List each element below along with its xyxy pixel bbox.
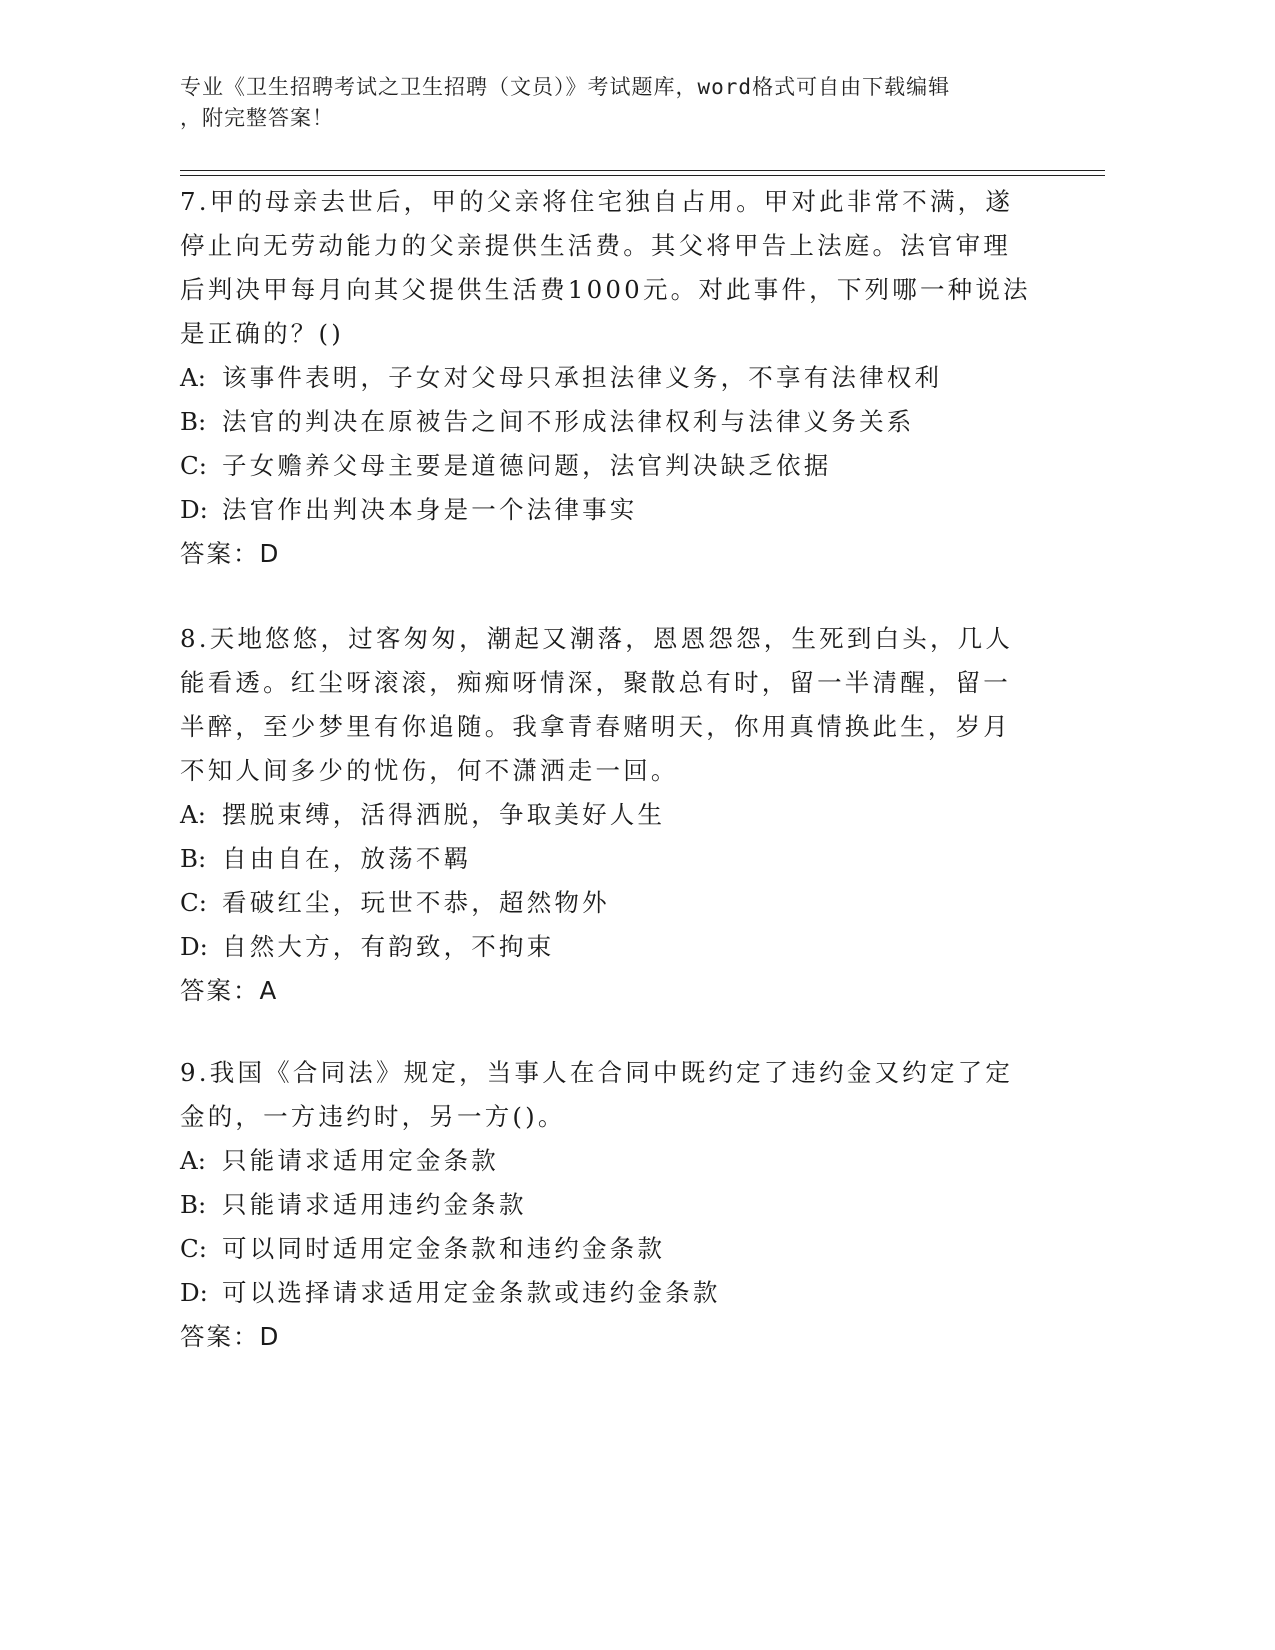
option-key: D: xyxy=(180,1278,208,1307)
question-stem-line: 后判决甲每月向其父提供生活费1000元。对此事件，下列哪一种说法 xyxy=(180,275,1031,304)
option-text: 自由自在，放荡不羁 xyxy=(222,844,472,873)
option-c xyxy=(180,1227,1060,1271)
option-text: 子女赡养父母主要是道德问题，法官判决缺乏依据 xyxy=(222,451,832,480)
option-key: B: xyxy=(180,844,207,873)
answer: 答案：D xyxy=(180,1322,281,1351)
question-stem-line: 8.天地悠悠，过客匆匆，潮起又潮落，恩恩怨怨，生死到白头，几人 xyxy=(180,624,1014,653)
option-key: C: xyxy=(180,1234,208,1263)
option-text: 该事件表明，子女对父母只承担法律义务，不享有法律权利 xyxy=(222,363,943,392)
option-key: D: xyxy=(180,495,208,524)
option-key: D: xyxy=(180,932,208,961)
question-stem-line: 是正确的？() xyxy=(180,319,345,348)
question-stem-line: 不知人间多少的忧伤，何不潇洒走一回。 xyxy=(180,756,679,785)
question-stem xyxy=(180,1051,1060,1139)
document-header xyxy=(180,72,1040,134)
question-8 xyxy=(180,617,1060,1013)
question-9 xyxy=(180,1051,1060,1359)
question-stem-line: 9.我国《合同法》规定，当事人在合同中既约定了违约金又约定了定 xyxy=(180,1058,1014,1087)
option-key: C: xyxy=(180,888,208,917)
option-text: 摆脱束缚，活得洒脱，争取美好人生 xyxy=(222,800,666,829)
option-key: A: xyxy=(180,363,206,392)
question-stem xyxy=(180,180,1060,356)
header-line-1: 专业《卫生招聘考试之卫生招聘（文员）》考试题库，word格式可自由下载编辑 xyxy=(180,75,951,99)
option-a xyxy=(180,356,1060,400)
question-stem-line: 能看透。红尘呀滚滚，痴痴呀情深，聚散总有时，留一半清醒，留一 xyxy=(180,668,1011,697)
option-d xyxy=(180,925,1060,969)
option-b xyxy=(180,1183,1060,1227)
option-text: 只能请求适用违约金条款 xyxy=(222,1190,527,1219)
option-key: B: xyxy=(180,407,207,436)
option-text: 法官作出判决本身是一个法律事实 xyxy=(222,495,638,524)
option-c xyxy=(180,881,1060,925)
header-divider-bottom xyxy=(180,175,1105,176)
header-divider-top xyxy=(180,170,1105,171)
option-d xyxy=(180,488,1060,532)
option-key: A: xyxy=(180,1146,206,1175)
question-stem-line: 停止向无劳动能力的父亲提供生活费。其父将甲告上法庭。法官审理 xyxy=(180,231,1011,260)
option-c xyxy=(180,444,1060,488)
answer: 答案：A xyxy=(180,976,279,1005)
option-text: 看破红尘，玩世不恭，超然物外 xyxy=(222,888,610,917)
question-stem-line: 金的，一方违约时，另一方()。 xyxy=(180,1102,566,1131)
option-text: 法官的判决在原被告之间不形成法律权利与法律义务关系 xyxy=(222,407,915,436)
header-line-2: ，附完整答案！ xyxy=(180,106,334,130)
option-d xyxy=(180,1271,1060,1315)
question-stem xyxy=(180,617,1060,793)
question-stem-line: 半醉，至少梦里有你追随。我拿青春赌明天，你用真情换此生，岁月 xyxy=(180,712,1011,741)
option-b xyxy=(180,400,1060,444)
question-stem-line: 7.甲的母亲去世后，甲的父亲将住宅独自占用。甲对此非常不满，遂 xyxy=(180,187,1014,216)
option-text: 可以选择请求适用定金条款或违约金条款 xyxy=(222,1278,721,1307)
option-b xyxy=(180,837,1060,881)
option-text: 只能请求适用定金条款 xyxy=(222,1146,499,1175)
option-text: 自然大方，有韵致，不拘束 xyxy=(222,932,555,961)
option-text: 可以同时适用定金条款和违约金条款 xyxy=(222,1234,666,1263)
option-a xyxy=(180,793,1060,837)
option-key: B: xyxy=(180,1190,207,1219)
option-key: C: xyxy=(180,451,208,480)
answer: 答案：D xyxy=(180,539,281,568)
question-7 xyxy=(180,180,1060,576)
option-a xyxy=(180,1139,1060,1183)
option-key: A: xyxy=(180,800,206,829)
